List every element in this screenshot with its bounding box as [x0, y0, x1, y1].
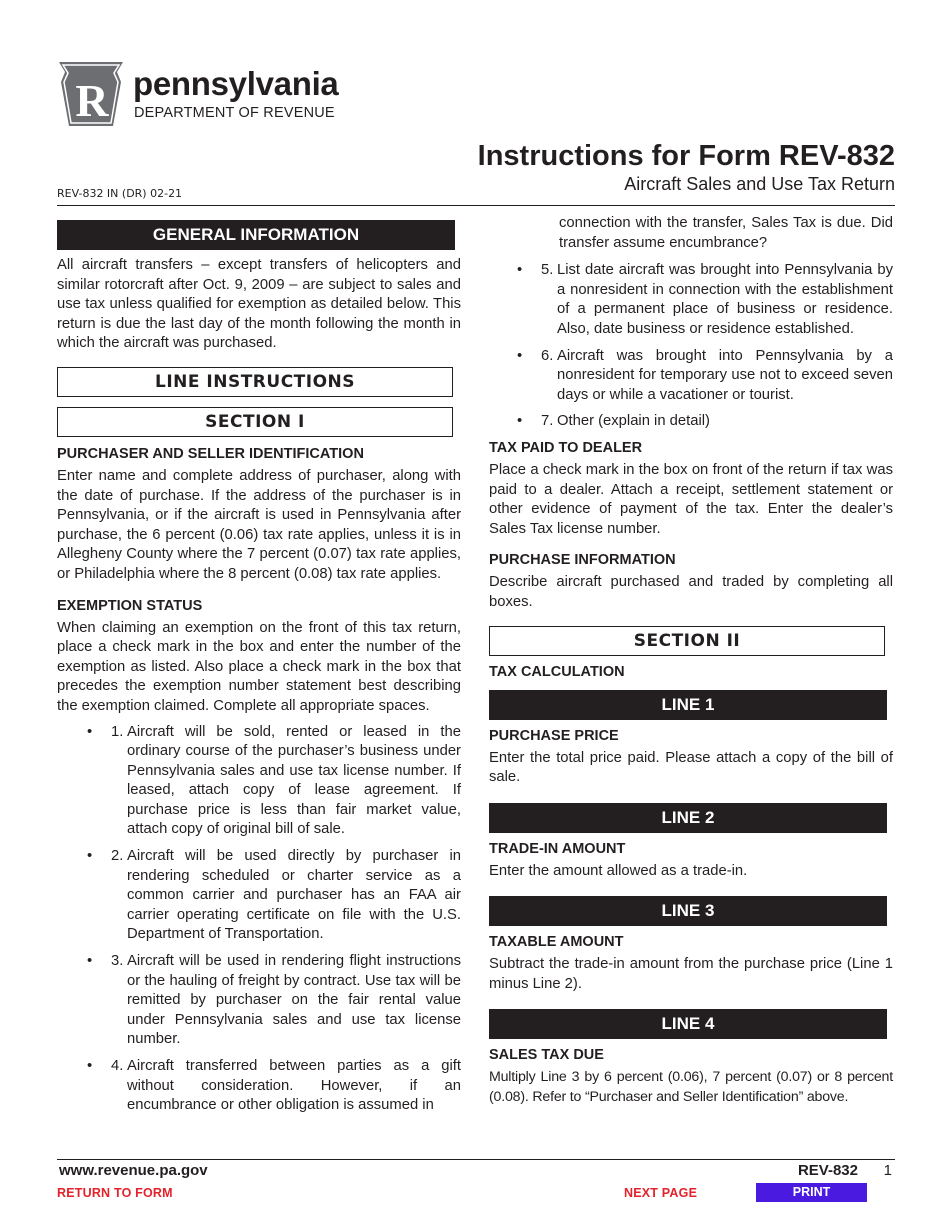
line-2-bar: LINE 2 [489, 803, 887, 833]
section-1-heading: SECTION I [57, 407, 453, 437]
sales-tax-due-heading: SALES TAX DUE [489, 1047, 604, 1064]
form-code: REV-832 IN (DR) 02-21 [57, 187, 183, 200]
list-item: • 6. Aircraft was brought into Pennsylvania by a nonresident for temporary use not to exceed seven days or while a vacationer or tourist. [517, 347, 893, 403]
right-column [489, 214, 893, 1108]
list-item: • 5. List date aircraft was brought into Pennsylvania by a nonresident in connection with the establishment of a permanent place of business or residence. Also, date business or residence established. [517, 262, 893, 337]
line-instructions-heading: LINE INSTRUCTIONS [57, 367, 453, 397]
left-column [57, 214, 461, 1123]
next-page-link[interactable]: NEXT PAGE [624, 1186, 698, 1200]
list-item: • 4. Aircraft transferred between parties as a gift without consideration. However, if an encumbrance or other obligation is assumed in [87, 1058, 461, 1114]
taxable-amount-text: Subtract the trade-in amount from the purchase price (Line 1 minus Line 2). [489, 956, 893, 992]
exemption-heading: EXEMPTION STATUS [57, 597, 203, 614]
page-title: Instructions for Form REV-832 [477, 140, 895, 172]
purchase-info-heading: PURCHASE INFORMATION [489, 552, 676, 569]
line-4-bar: LINE 4 [489, 1009, 887, 1039]
tax-calculation-heading: TAX CALCULATION [489, 663, 625, 680]
sales-tax-due-text: Multiply Line 3 by 6 percent (0.06), 7 percent (0.07) or 8 percent (0.08). Refer to “Purchaser and Seller Identification” above. [489, 1069, 893, 1106]
list-item: • 2. Aircraft will be used directly by purchaser in rendering scheduled or charter service as a common carrier and purchaser has an FAA air carrier operating certificate on file with the U.S. Department of Transportation. [87, 848, 461, 943]
purchase-price-heading: PURCHASE PRICE [489, 727, 619, 744]
tax-paid-heading: TAX PAID TO DEALER [489, 439, 643, 456]
print-button[interactable]: PRINT [756, 1183, 867, 1202]
line-1-bar: LINE 1 [489, 690, 887, 720]
return-to-form-link[interactable]: RETURN TO FORM [57, 1186, 173, 1200]
website-url: www.revenue.pa.gov [59, 1162, 208, 1179]
taxable-amount-heading: TAXABLE AMOUNT [489, 934, 624, 951]
footer-divider [57, 1159, 895, 1160]
exemption-list-part-2 [517, 261, 893, 432]
general-information-text: All aircraft transfers – except transfers of helicopters and similar rotorcraft after Oct. 9, 2009 – are subject to sales and use tax unless qualified for exemption as detailed below. This return is due the last day of the month following the month in which the aircraft was purchased. [57, 257, 461, 352]
tax-paid-text: Place a check mark in the box on front of the return if tax was paid to a dealer. Attach a receipt, settlement statement or other evidence of payment of the tax. Enter the dealer’s Sales Tax license number. [489, 461, 893, 537]
logo-state-name: pennsylvania [133, 65, 339, 102]
page-number: 1 [883, 1162, 892, 1179]
svg-text:R: R [75, 75, 109, 126]
purchaser-heading: PURCHASER AND SELLER IDENTIFICATION [57, 445, 364, 462]
purchaser-text: Enter name and complete address of purchaser, along with the date of purchase. If the address of the purchaser is in Pennsylvania, or if the aircraft is used in Pennsylvania after purchase, the 6 percent (0.06) tax rate applies, unless it is in Allegheny County where the 7 percent (0.07) tax rate applies, or Philadelphia where the 8 percent (0.08) tax rate applies. [57, 467, 461, 582]
keystone-logo-icon [55, 60, 127, 128]
pa-revenue-logo [55, 60, 345, 130]
exemption-list-part-1 [87, 723, 461, 1116]
section-2-heading: SECTION II [489, 626, 885, 656]
exemption-text: When claiming an exemption on the front of this tax return, place a check mark in the box and enter the number of the exemption as listed. Also place a check mark in the box that precedes the exemption number statement best describing the exemption claimed. Complete all appropriate spaces. [57, 619, 461, 714]
general-information-heading: GENERAL INFORMATION [57, 220, 455, 250]
trade-in-heading: TRADE-IN AMOUNT [489, 840, 626, 857]
purchase-price-text: Enter the total price paid. Please attach a copy of the bill of sale. [489, 749, 893, 786]
list-item: • 3. Aircraft will be used in rendering flight instructions or the hauling of freight by contract. Use tax will be remitted by purchaser on the fair rental value under Pennsylvania sales and use tax license number. [87, 953, 461, 1048]
list-item: • 1. Aircraft will be sold, rented or leased in the ordinary course of the purchaser’s business under Pennsylvania sales and use tax license number. If leased, attach copy of lease agreement. If purchase price is less than fair market value, attach copy of original bill of sale. [87, 723, 461, 838]
header-divider [57, 205, 895, 206]
line-3-bar: LINE 3 [489, 896, 887, 926]
trade-in-text: Enter the amount allowed as a trade-in. [489, 862, 748, 879]
purchase-info-text: Describe aircraft purchased and traded by completing all boxes. [489, 574, 893, 610]
logo-department: DEPARTMENT OF REVENUE [134, 105, 335, 121]
page-subtitle: Aircraft Sales and Use Tax Return [624, 174, 895, 194]
list-item: • 7. Other (explain in detail) [517, 413, 710, 430]
exemption-4-continued: connection with the transfer, Sales Tax is due. Did transfer assume encumbrance? [559, 215, 893, 251]
footer-form-number: REV-832 [797, 1162, 858, 1179]
